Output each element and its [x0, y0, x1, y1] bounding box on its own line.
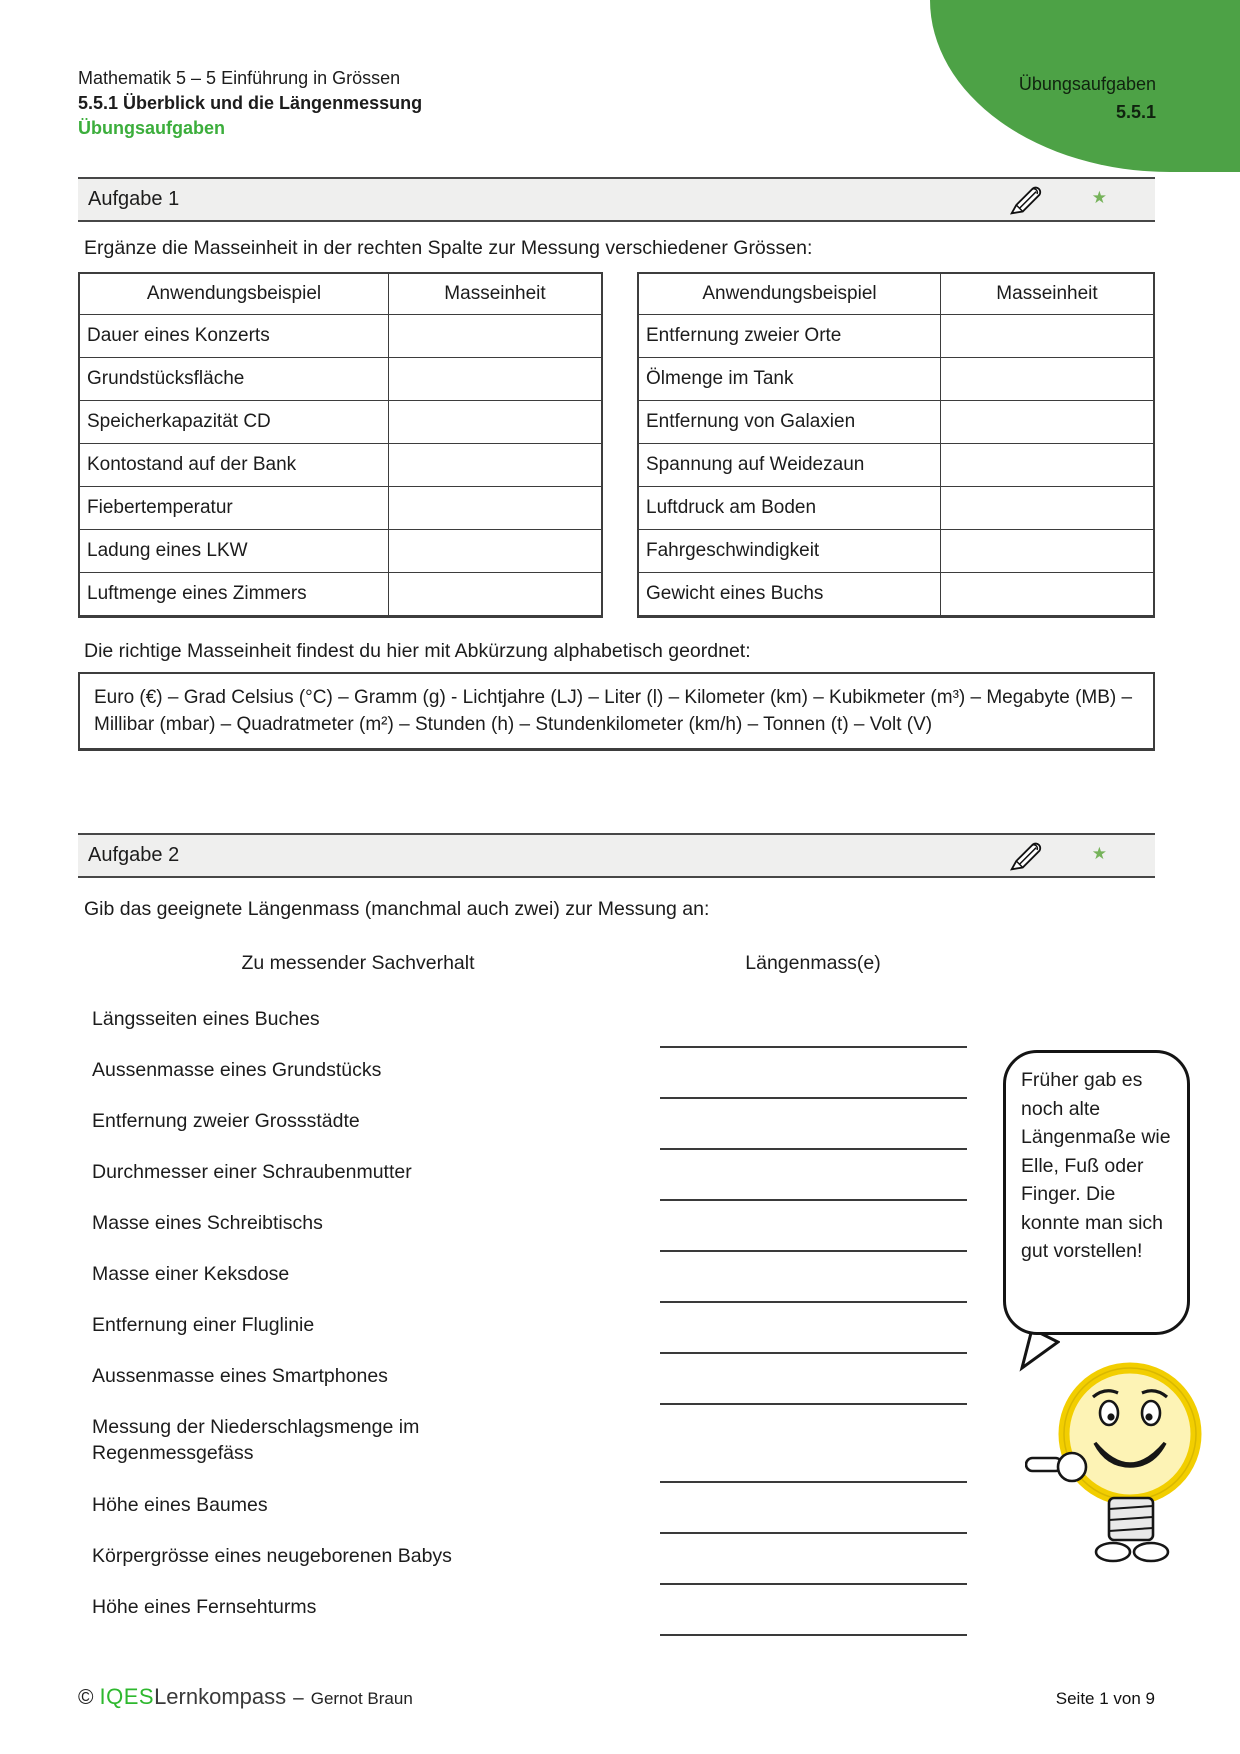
answer-blank[interactable]: [660, 1002, 967, 1048]
list-item: [78, 1539, 1155, 1590]
example-cell: Speicherkapazität CD: [87, 411, 271, 432]
unit-answer-cell[interactable]: [940, 487, 1153, 529]
answer-blank[interactable]: [660, 1359, 967, 1405]
item-label: Masse einer Keksdose: [92, 1263, 290, 1285]
column-header-measure: Längenmass(e): [745, 952, 881, 974]
example-cell: Gewicht eines Buchs: [646, 583, 824, 604]
item-label: Höhe eines Baumes: [92, 1494, 268, 1516]
item-label: Längsseiten eines Buches: [92, 1008, 320, 1030]
example-cell: Ladung eines LKW: [87, 540, 248, 561]
table-row: [639, 314, 1153, 357]
example-cell: Entfernung zweier Orte: [646, 325, 842, 346]
table-row: [639, 529, 1153, 572]
list-item: [78, 1308, 1155, 1359]
list-item: [78, 1053, 1155, 1104]
task1-instruction: Ergänze die Masseinheit in der rechten Spalte zur Messung verschiedener Grössen:: [84, 237, 813, 259]
list-item: [78, 1359, 1155, 1410]
course-title: Mathematik 5 – 5 Einführung in Grössen: [78, 68, 401, 88]
unit-answer-cell[interactable]: [388, 487, 601, 529]
unit-answer-cell[interactable]: [388, 358, 601, 400]
task2-instruction: Gib das geeignete Längenmass (manchmal auch zwei) zur Messung an:: [84, 898, 710, 920]
list-item: [78, 1257, 1155, 1308]
page-header: [78, 66, 422, 141]
column-header-subject: Zu messender Sachverhalt: [241, 952, 475, 974]
unit-answer-cell[interactable]: [940, 401, 1153, 443]
list-item: [78, 1206, 1155, 1257]
task1-title: Aufgabe 1: [88, 188, 180, 210]
example-cell: Luftdruck am Boden: [646, 497, 817, 518]
answer-blank[interactable]: [660, 1104, 967, 1150]
example-cell: Luftmenge eines Zimmers: [87, 583, 307, 604]
example-cell: Fiebertemperatur: [87, 497, 233, 518]
table-header-row: [80, 274, 601, 314]
table-row: [639, 357, 1153, 400]
footer-separator: –: [293, 1688, 304, 1709]
pencil-icon: [1008, 182, 1043, 217]
brand-lernkompass: Lernkompass: [154, 1684, 287, 1709]
footer-author: Gernot Braun: [310, 1689, 413, 1708]
table-header-row: [639, 274, 1153, 314]
answer-blank[interactable]: [660, 1488, 967, 1534]
example-cell: Ölmenge im Tank: [646, 368, 794, 389]
answer-blank[interactable]: [660, 1155, 967, 1201]
pencil-icon: [1008, 838, 1043, 873]
star-icon: ★: [1091, 844, 1107, 864]
table-row: [639, 400, 1153, 443]
item-label: Entfernung einer Fluglinie: [92, 1314, 315, 1336]
unit-answer-cell[interactable]: [388, 530, 601, 572]
units-reference-box: Euro (€) – Grad Celsius (°C) – Gramm (g) - Lichtjahre (LJ) – Liter (l) – Kilometer (km) – Kubikmeter (m³) – Megabyte (MB) – Millibar (mbar) – Quadratmeter (m²) – Stunden (h) – Stundenkilometer (km/h) – Tonnen (t) – Volt (V): [78, 672, 1155, 751]
answer-blank[interactable]: [660, 1206, 967, 1252]
column-header-example: Anwendungsbeispiel: [146, 283, 322, 304]
unit-answer-cell[interactable]: [940, 573, 1153, 615]
units-intro-text: Die richtige Masseinheit findest du hier mit Abkürzung alphabetisch geordnet:: [84, 640, 751, 662]
answer-blank[interactable]: [660, 1308, 967, 1354]
task2-title: Aufgabe 2: [88, 844, 180, 866]
star-icon: ★: [1091, 188, 1107, 208]
example-cell: Grundstücksfläche: [87, 368, 245, 389]
list-item: [78, 1410, 1155, 1488]
list-item: [78, 1104, 1155, 1155]
table-row: [639, 572, 1153, 615]
answer-blank[interactable]: [660, 1053, 967, 1099]
unit-answer-cell[interactable]: [388, 401, 601, 443]
item-label: Körpergrösse eines neugeborenen Babys: [92, 1545, 452, 1567]
example-cell: Dauer eines Konzerts: [87, 325, 270, 346]
table-row: [80, 572, 601, 615]
unit-answer-cell[interactable]: [388, 315, 601, 357]
list-item: [78, 1590, 1155, 1641]
lightbulb-mascot: [1025, 1342, 1210, 1572]
example-cell: Entfernung von Galaxien: [646, 411, 856, 432]
list-item: [78, 1488, 1155, 1539]
item-label: Masse eines Schreibtischs: [92, 1212, 323, 1234]
corner-badge: [930, 0, 1240, 172]
table-row: [80, 443, 601, 486]
answer-blank[interactable]: [660, 1590, 967, 1636]
unit-answer-cell[interactable]: [940, 444, 1153, 486]
table-row: [639, 443, 1153, 486]
list-item: [78, 1155, 1155, 1206]
item-label: Durchmesser einer Schraubenmutter: [92, 1161, 412, 1183]
page-number: Seite 1 von 9: [1055, 1689, 1155, 1708]
unit-answer-cell[interactable]: [388, 444, 601, 486]
item-label: Messung der Niederschlagsmenge im Regenmessgefäss: [92, 1416, 420, 1464]
task1-header-bar: [78, 177, 1155, 222]
task1-table-left: [78, 272, 603, 618]
table-row: [80, 357, 601, 400]
table-row: [80, 529, 601, 572]
page-footer: [78, 1684, 1155, 1710]
unit-answer-cell[interactable]: [940, 315, 1153, 357]
brand-iqes: IQES: [99, 1684, 155, 1709]
item-label: Entfernung zweier Grossstädte: [92, 1110, 360, 1132]
table-row: [80, 314, 601, 357]
example-cell: Spannung auf Weidezaun: [646, 454, 865, 475]
unit-answer-cell[interactable]: [940, 358, 1153, 400]
table-row: [80, 400, 601, 443]
copyright-icon: ©: [78, 1686, 94, 1709]
example-cell: Fahrgeschwindigkeit: [646, 540, 820, 561]
item-label: Höhe eines Fernsehturms: [92, 1596, 317, 1618]
corner-badge-code: 5.5.1: [1115, 102, 1156, 122]
task1-table-right: [637, 272, 1155, 618]
unit-answer-cell[interactable]: [940, 530, 1153, 572]
task2-item-list: [78, 1002, 1155, 1641]
example-cell: Kontostand auf der Bank: [87, 454, 297, 475]
task2-header-bar: [78, 833, 1155, 878]
unit-answer-cell[interactable]: [388, 573, 601, 615]
table-row: [639, 486, 1153, 529]
column-header-unit: Masseinheit: [940, 274, 1153, 314]
speech-bubble: Früher gab es noch alte Längenmaße wie Elle, Fuß oder Finger. Die konnte man sich gut vorstellen!: [1003, 1050, 1190, 1335]
answer-blank[interactable]: [660, 1257, 967, 1303]
page-subtitle: Übungsaufgaben: [78, 118, 225, 138]
item-label: Aussenmasse eines Grundstücks: [92, 1059, 382, 1081]
answer-blank[interactable]: [660, 1410, 967, 1483]
chapter-title: 5.5.1 Überblick und die Längenmessung: [78, 93, 423, 113]
table-row: [80, 486, 601, 529]
answer-blank[interactable]: [660, 1539, 967, 1585]
column-header-example: Anwendungsbeispiel: [702, 283, 877, 304]
item-label: Aussenmasse eines Smartphones: [92, 1365, 388, 1387]
corner-badge-label: Übungsaufgaben: [1018, 74, 1156, 94]
column-header-unit: Masseinheit: [388, 274, 601, 314]
list-item: [78, 1002, 1155, 1053]
